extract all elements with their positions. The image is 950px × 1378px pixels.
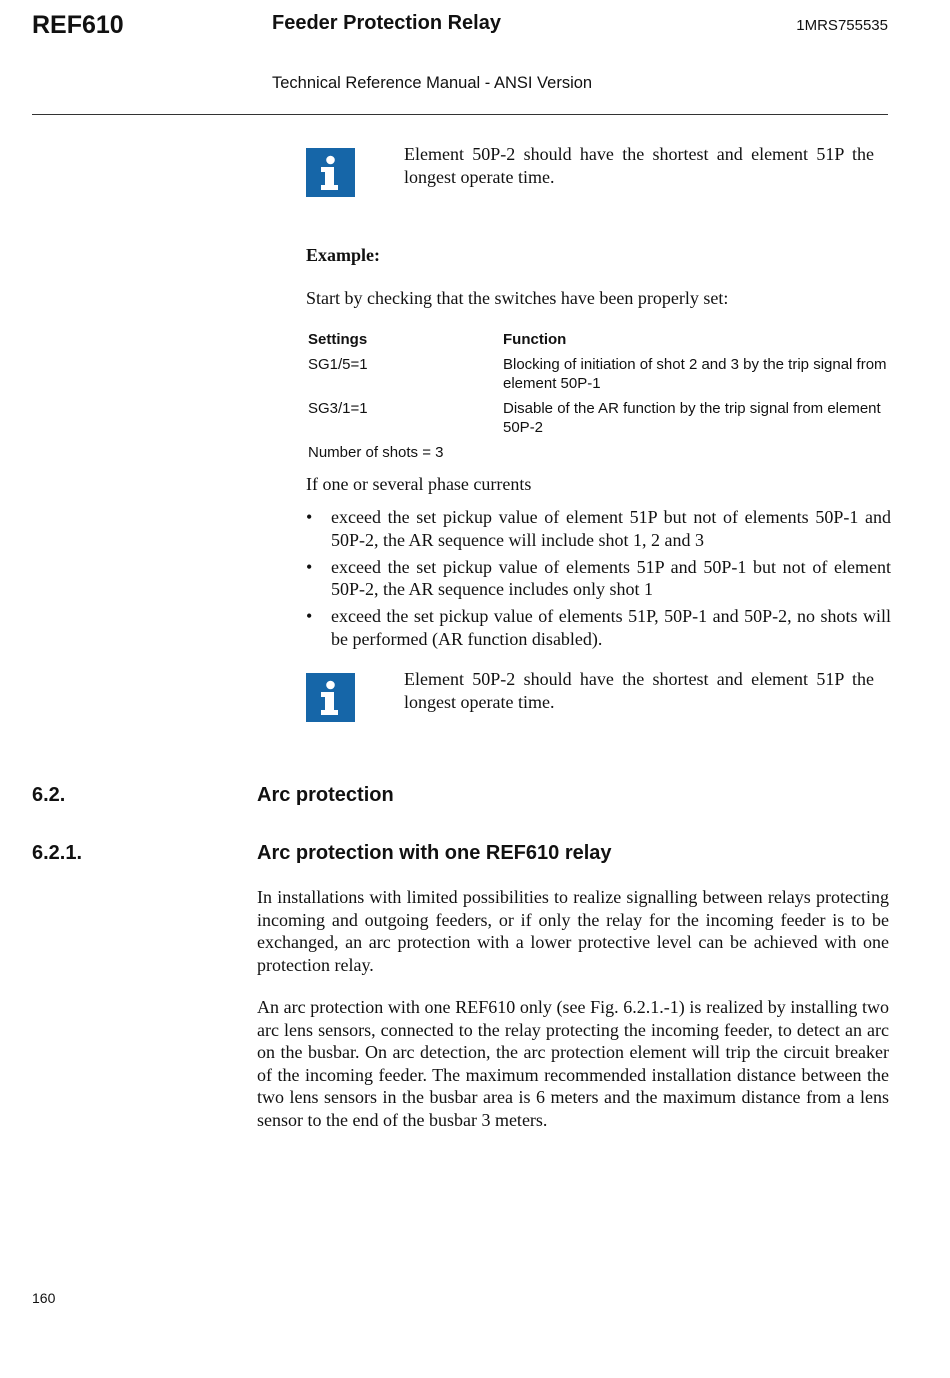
table-header-row [306, 330, 891, 349]
table-row [306, 355, 891, 393]
note-text: Element 50P-2 should have the shortest and element 51P the longest operate time. [404, 669, 874, 712]
example-intro: Start by checking that the switches have been properly set: [306, 288, 729, 308]
table-cell-setting: SG1/5=1 [308, 356, 368, 373]
list-item-text: exceed the set pickup value of elements 51P and 50P-1 but not of element 50P-2, the AR sequence includes only shot 1 [331, 556, 891, 599]
bullet-icon: • [306, 606, 313, 626]
list-item [306, 506, 891, 551]
table-cell-setting: SG3/1=1 [308, 400, 368, 417]
table-footer: Number of shots = 3 [308, 444, 444, 461]
page-number: 160 [32, 1290, 56, 1306]
bullet-list [306, 506, 891, 655]
list-item-text: exceed the set pickup value of elements 51P, 50P-1 and 50P-2, no shots will be performed (AR function disabled). [331, 606, 891, 649]
info-icon [306, 148, 355, 197]
info-icon [306, 673, 355, 722]
example-heading: Example: [306, 245, 380, 265]
section-number: 6.2. [32, 784, 66, 806]
list-item [306, 605, 891, 650]
condition-text: If one or several phase currents [306, 474, 532, 494]
table-header-function: Function [503, 331, 567, 348]
document-subtitle: Technical Reference Manual - ANSI Version [272, 74, 593, 92]
table-cell-function: Blocking of initiation of shot 2 and 3 by the trip signal from element 50P-1 [503, 356, 887, 392]
body-paragraph: In installations with limited possibilities to realize signalling between relays protecting incoming and outgoing feeders, or if only the relay for the incoming feeder is to be exchanged, an arc protection with a lower protective level can be achieved with one protection relay. [257, 887, 889, 975]
table-row [306, 399, 891, 437]
subsection-number: 6.2.1. [32, 842, 83, 864]
list-item [306, 556, 891, 601]
bullet-icon: • [306, 556, 313, 577]
list-item-text: exceed the set pickup value of element 51P but not of elements 50P-1 and 50P-2, the AR sequence will include shot 1, 2 and 3 [331, 507, 891, 550]
bullet-icon: • [306, 507, 313, 527]
settings-table [306, 330, 891, 462]
body-paragraph: An arc protection with one REF610 only (see Fig. 6.2.1.-1) is realized by installing two arc lens sensors, connected to the relay protecting the incoming feeder, to detect an arc on the busbar. On arc detection, the arc protection element will trip the circuit breaker of the incoming feeder. The maximum recommended installation distance between the two lens sensors in the busbar area is 6 meters and the maximum distance from a lens sensor to the end of the busbar 3 meters. [257, 997, 889, 1130]
note-text: Element 50P-2 should have the shortest and element 51P the longest operate time. [404, 144, 874, 187]
document-number: 1MRS755535 [796, 17, 888, 34]
subsection-title: Arc protection with one REF610 relay [257, 842, 612, 864]
section-title: Arc protection [257, 784, 394, 806]
table-header-settings: Settings [308, 331, 368, 348]
document-title: Feeder Protection Relay [272, 12, 501, 34]
header-divider [32, 114, 888, 115]
product-name: REF610 [32, 11, 124, 39]
table-cell-function: Disable of the AR function by the trip signal from element 50P-2 [503, 400, 881, 436]
